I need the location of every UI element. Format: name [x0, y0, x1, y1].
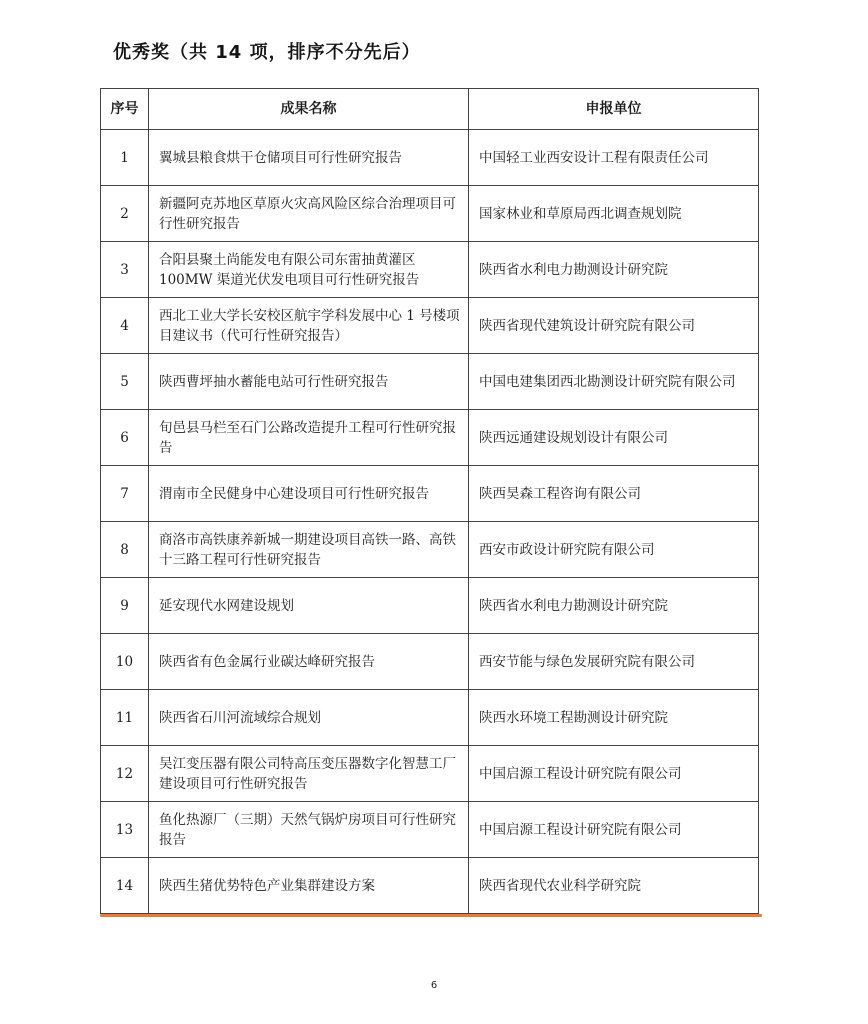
row-number: 13: [101, 802, 149, 858]
row-number: 1: [101, 130, 149, 186]
row-unit: 陕西昊森工程咨询有限公司: [469, 466, 759, 522]
table-row: [101, 298, 759, 354]
orange-highlight-line: [100, 914, 762, 917]
row-number: 11: [101, 690, 149, 746]
row-unit: 中国轻工业西安设计工程有限责任公司: [469, 130, 759, 186]
column-header-unit: 申报单位: [469, 89, 759, 130]
row-unit: 中国启源工程设计研究院有限公司: [469, 802, 759, 858]
table-row: [101, 242, 759, 298]
row-number: 3: [101, 242, 149, 298]
row-title: 翼城县粮食烘干仓储项目可行性研究报告: [149, 130, 469, 186]
row-unit: 西安节能与绿色发展研究院有限公司: [469, 634, 759, 690]
row-unit: 中国电建集团西北勘测设计研究院有限公司: [469, 354, 759, 410]
row-title: 新疆阿克苏地区草原火灾高风险区综合治理项目可行性研究报告: [149, 186, 469, 242]
page-number: 6: [430, 980, 438, 991]
table-row: [101, 858, 759, 914]
row-number: 6: [101, 410, 149, 466]
row-number: 2: [101, 186, 149, 242]
row-title: 吴江变压器有限公司特高压变压器数字化智慧工厂建设项目可行性研究报告: [149, 746, 469, 802]
row-title: 西北工业大学长安校区航宇学科发展中心 1 号楼项目建议书（代可行性研究报告）: [149, 298, 469, 354]
row-unit: 陕西省现代建筑设计研究院有限公司: [469, 298, 759, 354]
table-row: [101, 522, 759, 578]
row-number: 4: [101, 298, 149, 354]
table-row: [101, 410, 759, 466]
row-number: 10: [101, 634, 149, 690]
row-title: 旬邑县马栏至石门公路改造提升工程可行性研究报告: [149, 410, 469, 466]
row-unit: 西安市政设计研究院有限公司: [469, 522, 759, 578]
row-unit: 陕西远通建设规划设计有限公司: [469, 410, 759, 466]
table-row: [101, 186, 759, 242]
row-title: 商洛市高铁康养新城一期建设项目高铁一路、高铁十三路工程可行性研究报告: [149, 522, 469, 578]
column-header-number: 序号: [101, 89, 149, 130]
row-title: 陕西生猪优势特色产业集群建设方案: [149, 858, 469, 914]
row-unit: 陕西水环境工程勘测设计研究院: [469, 690, 759, 746]
row-title: 渭南市全民健身中心建设项目可行性研究报告: [149, 466, 469, 522]
row-title: 陕西曹坪抽水蓄能电站可行性研究报告: [149, 354, 469, 410]
row-number: 8: [101, 522, 149, 578]
table-row: [101, 634, 759, 690]
row-title: 陕西省石川河流域综合规划: [149, 690, 469, 746]
row-number: 7: [101, 466, 149, 522]
row-number: 9: [101, 578, 149, 634]
row-unit: 国家林业和草原局西北调查规划院: [469, 186, 759, 242]
row-title: 延安现代水网建设规划: [149, 578, 469, 634]
row-unit: 陕西省现代农业科学研究院: [469, 858, 759, 914]
table-row: [101, 578, 759, 634]
row-number: 12: [101, 746, 149, 802]
row-title: 鱼化热源厂（三期）天然气锅炉房项目可行性研究报告: [149, 802, 469, 858]
column-header-name: 成果名称: [149, 89, 469, 130]
row-unit: 陕西省水利电力勘测设计研究院: [469, 578, 759, 634]
table-row: [101, 802, 759, 858]
row-unit: 陕西省水利电力勘测设计研究院: [469, 242, 759, 298]
awards-table: [100, 88, 759, 914]
table-row: [101, 354, 759, 410]
table-header-row: [101, 89, 759, 130]
table-row: [101, 130, 759, 186]
row-number: 5: [101, 354, 149, 410]
table-row: [101, 690, 759, 746]
section-heading: 优秀奖（共 14 项，排序不分先后）: [113, 42, 421, 63]
row-number: 14: [101, 858, 149, 914]
row-title: 陕西省有色金属行业碳达峰研究报告: [149, 634, 469, 690]
table-row: [101, 746, 759, 802]
row-unit: 中国启源工程设计研究院有限公司: [469, 746, 759, 802]
table-row: [101, 466, 759, 522]
row-title: 合阳县聚土尚能发电有限公司东雷抽黄灌区100MW 渠道光伏发电项目可行性研究报告: [149, 242, 469, 298]
